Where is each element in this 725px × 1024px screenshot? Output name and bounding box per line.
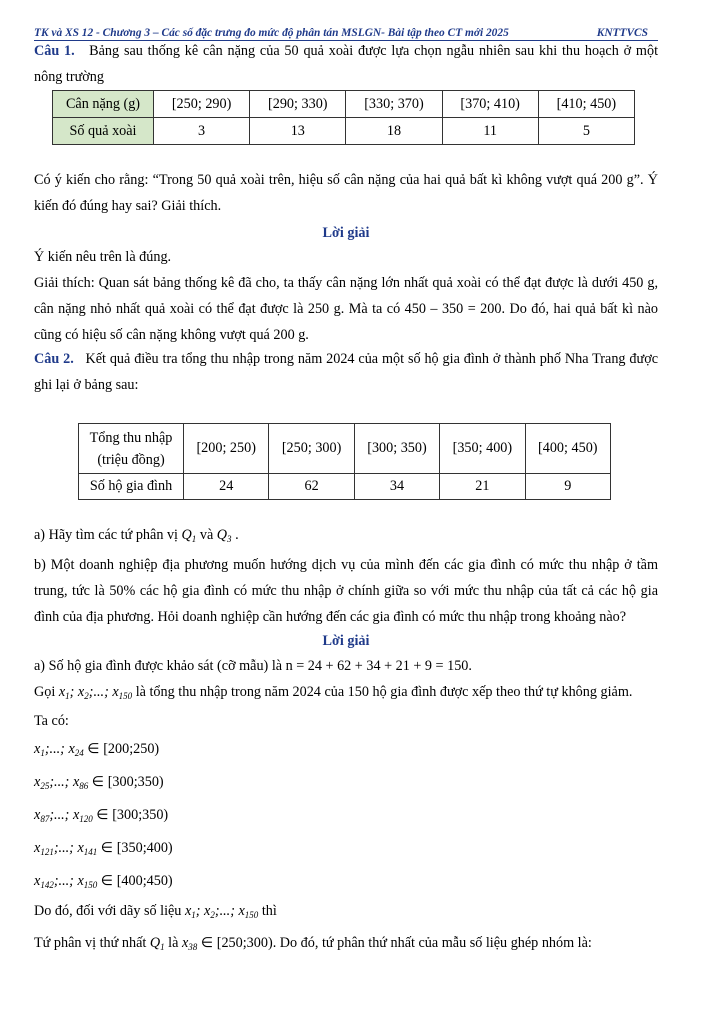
q1-interval: [370; 410) <box>442 91 538 118</box>
q2-a-and: và <box>199 527 214 543</box>
q1-body: Bảng sau thống kê cân nặng của 50 quả xoài được lựa chọn ngẫu nhiên sau khi thu hoạch ở một nông trường <box>34 43 659 85</box>
q1-count: 13 <box>250 118 346 145</box>
q2-count: 21 <box>440 474 525 500</box>
q2-body: Kết quả điều tra tổng thu nhập trong năm 2024 của một số hộ gia đình ở thành phố Nha Trang được ghi lại ở bảng sau: <box>34 351 658 393</box>
range-value: [300;350) <box>112 807 169 823</box>
q2-s5-pre: Tứ phân vị thứ nhất <box>34 935 147 951</box>
q2-count: 62 <box>269 474 354 500</box>
q2-label: Câu 2. <box>34 351 74 367</box>
q1-count: 18 <box>346 118 442 145</box>
q2-s4-pre: Do đó, đối với dãy số liệu <box>34 903 182 919</box>
q1-table <box>52 90 635 145</box>
q2-s4-post: thì <box>261 903 277 919</box>
q2-count: 9 <box>525 474 610 500</box>
q2-a-text: a) Hãy tìm các tứ phân vị <box>34 527 178 543</box>
q2-part-b: b) Một doanh nghiệp địa phương muốn hướng dịch vụ của mình đến các gia đình có mức thu nhập ở tầm trung, tức là 50% các hộ gia đình có mức thu nhập ở chính giữa so với mức thu nhập của tất cả các hộ gia đình của địa phương. Hỏi doanh nghiệp cần hướng đến các gia đình có mức thu nhập trong khoảng nào? <box>34 557 658 625</box>
q1-explanation: Giải thích: Quan sát bảng thống kê đã cho, ta thấy cân nặng lớn nhất quả xoài có thể đạt được là dưới 450 g, cân nặng nhỏ nhất quả xoài có thể đạt được là 250 g. Mà ta có 450 – 350 = 200. Do đó, hai quả bất kì nào cũng có hiệu số cân nặng không vượt quá 200 g. <box>34 275 658 343</box>
q2-s5-mid: là <box>168 935 179 951</box>
q2-s5-post: . Do đó, tứ phân thứ nhất của mẫu số liệu ghép nhóm là: <box>272 935 592 951</box>
q1-symbol: Q <box>181 527 192 543</box>
q1-interval: [410; 450) <box>538 91 634 118</box>
q1-question: Có ý kiến cho rằng: “Trong 50 quả xoài trên, hiệu số cân nặng của hai quả bất kì không vượt quá 200 g”. Ý kiến đó đúng hay sai? Giải thích. <box>34 172 658 214</box>
q2-interval: [300; 350) <box>354 424 439 474</box>
range-line: $x_1$;...; $x_{24}$ ∈ [200;250) <box>34 741 160 758</box>
q1-count: 3 <box>154 118 250 145</box>
q2-sol-1: a) Số hộ gia đình được khảo sát (cỡ mẫu) là n = 24 + 62 + 34 + 21 + 9 = 150. <box>34 658 472 674</box>
q1-label: Câu 1. <box>34 43 75 59</box>
q2-count: 24 <box>184 474 269 500</box>
q2-sol-4: Do đó, đối với dãy số liệu $x_1$; $x_2$;...; $x_{150}$ thì <box>34 903 277 920</box>
q2-table-head: Số hộ gia đình <box>79 474 184 500</box>
q2-text <box>34 346 658 398</box>
range-line: $x_{25}$;...; $x_{86}$ ∈ [300;350) <box>34 774 164 791</box>
q1-interval: [250; 290) <box>154 91 250 118</box>
q2-interval: [350; 400) <box>440 424 525 474</box>
q2-s5-range: [250;300) <box>216 935 273 951</box>
header-left: TK và XS 12 - Chương 3 – Các số đặc trưng đo mức độ phân tán MSLGN- Bài tập theo CT mới 2025 <box>34 27 509 39</box>
q1-count: 11 <box>442 118 538 145</box>
range-value: [350;400) <box>116 840 173 856</box>
range-line: $x_{121}$;...; $x_{141}$ ∈ [350;400) <box>34 840 173 857</box>
q2-s2-post: là tổng thu nhập trong năm 2024 của 150 hộ gia đình được xếp theo thứ tự không giảm. <box>135 684 633 700</box>
range-line: $x_{87}$;...; $x_{120}$ ∈ [300;350) <box>34 807 169 824</box>
q2-count: 34 <box>354 474 439 500</box>
q3-symbol: Q <box>216 527 228 543</box>
q2-solution-title: Lời giải <box>322 633 370 649</box>
q2-interval: [200; 250) <box>184 424 269 474</box>
q2-head-line2: (triệu đồng) <box>97 451 165 468</box>
range-line: $x_{142}$;...; $x_{150}$ ∈ [400;450) <box>34 873 173 890</box>
q2-interval: [400; 450) <box>525 424 610 474</box>
range-value: [300;350) <box>107 774 164 790</box>
q1-answer: Ý kiến nêu trên là đúng. <box>34 249 172 265</box>
q2-sol-2: Gọi $x_1$; $x_2$;...; $x_{150}$ là tổng thu nhập trong năm 2024 của 150 hộ gia đình được xếp theo thứ tự không giảm. <box>34 684 633 701</box>
q2-table-head <box>79 424 184 474</box>
q2-table <box>78 423 611 500</box>
q1-interval: [290; 330) <box>250 91 346 118</box>
q2-sol-5: Tứ phân vị thứ nhất $Q_1$ là $x_{38}$ ∈ [250;300). Do đó, tứ phân thứ nhất của mẫu số liệu ghép nhóm là: <box>34 935 592 952</box>
q2-part-a: a) Hãy tìm các tứ phân vị $Q_1$ và $Q_3$ . <box>34 527 239 544</box>
header-right: KNTTVCS <box>596 27 648 39</box>
q1-text <box>34 38 658 90</box>
q2-sol-3: Ta có: <box>34 713 69 729</box>
q2-interval: [250; 300) <box>269 424 354 474</box>
q1-table-head: Cân nặng (g) <box>53 91 154 118</box>
q1-solution-title: Lời giải <box>322 225 370 241</box>
q2-head-line1: Tổng thu nhập <box>89 429 173 446</box>
q2-s2-pre: Gọi <box>34 684 56 700</box>
q1-count: 5 <box>538 118 634 145</box>
range-value: [200;250) <box>103 741 160 757</box>
range-value: [400;450) <box>116 873 173 889</box>
q1-table-head: Số quả xoài <box>53 118 154 145</box>
q1-interval: [330; 370) <box>346 91 442 118</box>
